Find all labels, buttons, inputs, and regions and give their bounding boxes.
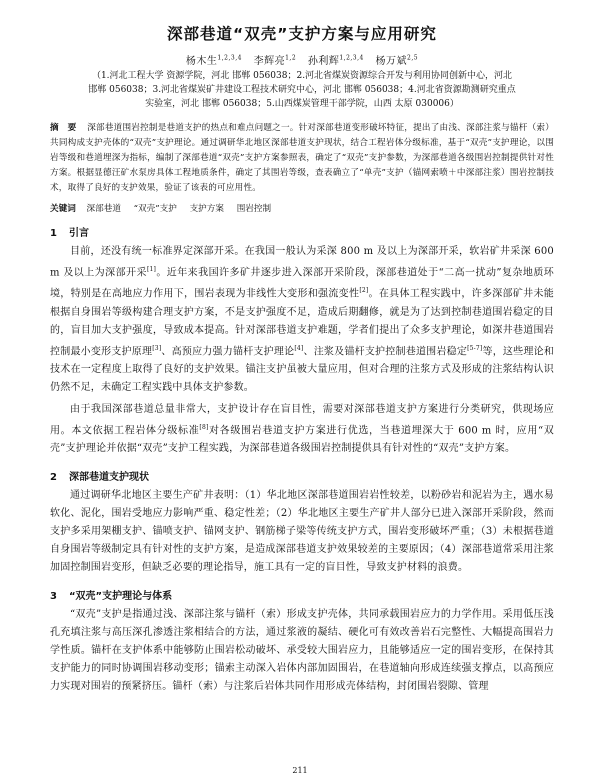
keyword-item: 围岩控制 — [236, 204, 272, 214]
section-heading-3 — [50, 587, 554, 602]
paper-title: 深部巷道“双壳”支护方案与应用研究 — [167, 25, 437, 43]
section-title: “双壳”支护理论与体系 — [68, 591, 173, 603]
author-name: 李辉亮 — [253, 56, 286, 67]
author-1 — [186, 56, 242, 67]
author-affil-sup: 1,2 — [285, 54, 297, 62]
affiliations — [50, 69, 554, 111]
citation-ref: [8] — [199, 423, 209, 431]
section-1-paragraph-1: 目前，还没有统一标准界定深部开采。在我国一般认为采深 800 m 及以上为深部开采，软岩矿井采深 600 m 及以上为深部开采[1]。近年来我国许多矿井逐步进入深部开采阶段，深部巷道处于“二高一扰动”复杂地质环境，特别是在高地应力作用下，围岩表现为非线性大变形和强流变性[2]。在具体工程实践中，许多深部矿井未能根据自身围岩等级构建合理支护方案，不是支护强度不足，造成后期翻修，就是为了达到控制巷道围岩稳定的目的，盲目加大支护强度，导致成本提高。针对深部巷道支护难题，学者们提出了众多支护理论，如深井巷道围岩控制最小变形支护原理[3]、高预应力强力锚杆支护理论[4]、注浆及锚杆支护控制巷道围岩稳定[5-7]等，这些理论和技术在一定程度上取得了良好的支护效果。锚注支护虽被大量应用，但对合理的注浆方式及形成的注浆结构认识仍然不足，未确定工程实践中具体支护参数。 — [50, 246, 555, 393]
section-1-paragraph-2: 由于我国深部巷道总量非常大，支护设计存在盲目性，需要对深部巷道支护方案进行分类研究，供现场应用。本文依据工程岩体分级标准[8]对各级围岩巷道支护方案进行优选，当巷道埋深大于 600 m 时，应用“双壳”支护理论并依据“双壳”支护工程实践，为深部巷道各级围岩控制提供具有针对性的“双壳”支护方案。 — [50, 403, 554, 455]
author-list — [50, 52, 554, 67]
keywords — [50, 202, 554, 214]
author-3 — [308, 56, 364, 67]
section-heading-2 — [50, 468, 554, 483]
section-2-paragraph-1: 通过调研华北地区主要生产矿井表明：（1）华北地区深部巷道围岩岩性较差，以粉砂岩和泥岩为主，遇水易软化、泥化，围岩受地应力影响严重、稳定性差；（2）华北地区主要生产矿井人部分已进入深部开采阶段，然而支护多采用架棚支护、锚喷支护、锚网支护、钢筋梯子梁等传统支护方式，围岩变形破坏严重；（3）未根据巷道自身围岩等级制定具有针对性的支护方案，是造成深部巷道支护效果较差的主要原因；（4）深部巷道常采用注浆加固控制围岩变形，但缺乏必要的理论指导，施工具有一定的盲目性，导致支护材料的浪费。 — [50, 490, 554, 574]
author-affil-sup: 1,2,3,4 — [339, 54, 364, 62]
section-title: 引言 — [68, 228, 89, 239]
affiliation-line-3: 实验室，河北 邯郸 056038；5.山西煤炭管理干部学院，山西 太原 030006） — [145, 99, 459, 109]
citation-ref: [1] — [146, 266, 157, 273]
keyword-item: “双壳”支护 — [133, 204, 177, 214]
citation-ref: [4] — [294, 344, 304, 352]
section-3-paragraph-1: “双壳”支护是指通过浅、深部注浆与锚杆（索）形成支护壳体，共同承载围岩应力的力学作用。采用低压浅孔充填注浆与高压深孔渗透注浆相结合的方法，通过浆液的凝结、硬化可有效改善岩石完整性、大幅提高围岩力学性质。锚杆在支护体系中能够防止围岩松动破坏、承受较大围岩应力，且能够适应一定的围岩变形，在保持其支护能力的同时协调围岩移动变形；锚索主动深入岩体内部加固围岩，在巷道轴向形成连续强支撑点，以高预应力实现对围岩的预紧挤压。锚杆（索）与注浆后岩体共同作用形成壳体结构，封闭围岩裂隙、管理 — [50, 609, 554, 693]
author-name: 杨木生 — [185, 56, 218, 67]
author-affil-sup: 2,5 — [407, 54, 419, 62]
author-affil-sup: 1,2,3,4 — [217, 54, 242, 62]
citation-ref: [3] — [152, 344, 162, 352]
affiliation-line-2: 邯郸 056038；3.河北省煤炭矿井建设工程技术研究中心，河北 邯郸 056038；4.河北省资源勘测研究重点 — [88, 85, 516, 95]
keyword-item: 深部巷道 — [86, 204, 121, 214]
citation-ref: [5-7] — [467, 344, 483, 352]
keyword-item: 支护方案 — [189, 204, 224, 214]
section-title: 深部巷道支护现状 — [68, 472, 149, 484]
author-2 — [254, 56, 297, 67]
affiliation-line-1: （1.河北工程大学 资源学院，河北 邯郸 056038；2.河北省煤炭资源综合开发与利用协同创新中心，河北 — [91, 71, 513, 81]
section-number: 3 — [50, 591, 57, 603]
author-name: 孙利辉 — [307, 56, 340, 67]
section-number: 1 — [50, 228, 57, 239]
abstract — [50, 121, 554, 196]
keywords-label: 关键词 — [50, 204, 76, 214]
author-4 — [376, 56, 419, 67]
citation-ref: [2] — [359, 287, 369, 295]
abstract-text: 深部巷道围岩控制是巷道支护的热点和难点问题之一。针对深部巷道变形破坏特征，提出了由浅、深部注浆与锚杆（索）共同构成支护壳体的“双壳”支护理论。通过调研华北地区深部巷道支护现状，结合工程岩体分级标准，基于“双壳”支护理论，以围岩等级和巷道埋深为指标，编制了深部巷道“双壳”支护方案参照表，确定了“双壳”支护参数，为深部巷道各级围岩控制提供针对性方案。根据显德汪矿水泵房具体工程地质条件，确定了其围岩等级，查表确立了“单壳”支护（锚网索喷＋中深部注浆）围岩控制技术，取得了良好的支护效果，验证了该表的可应用性。 — [50, 123, 554, 193]
section-number: 2 — [50, 472, 57, 484]
page-number: 211 — [292, 766, 308, 775]
section-heading-1 — [50, 224, 554, 239]
abstract-label: 摘 要 — [50, 123, 80, 133]
author-name: 杨万斌 — [375, 56, 408, 67]
